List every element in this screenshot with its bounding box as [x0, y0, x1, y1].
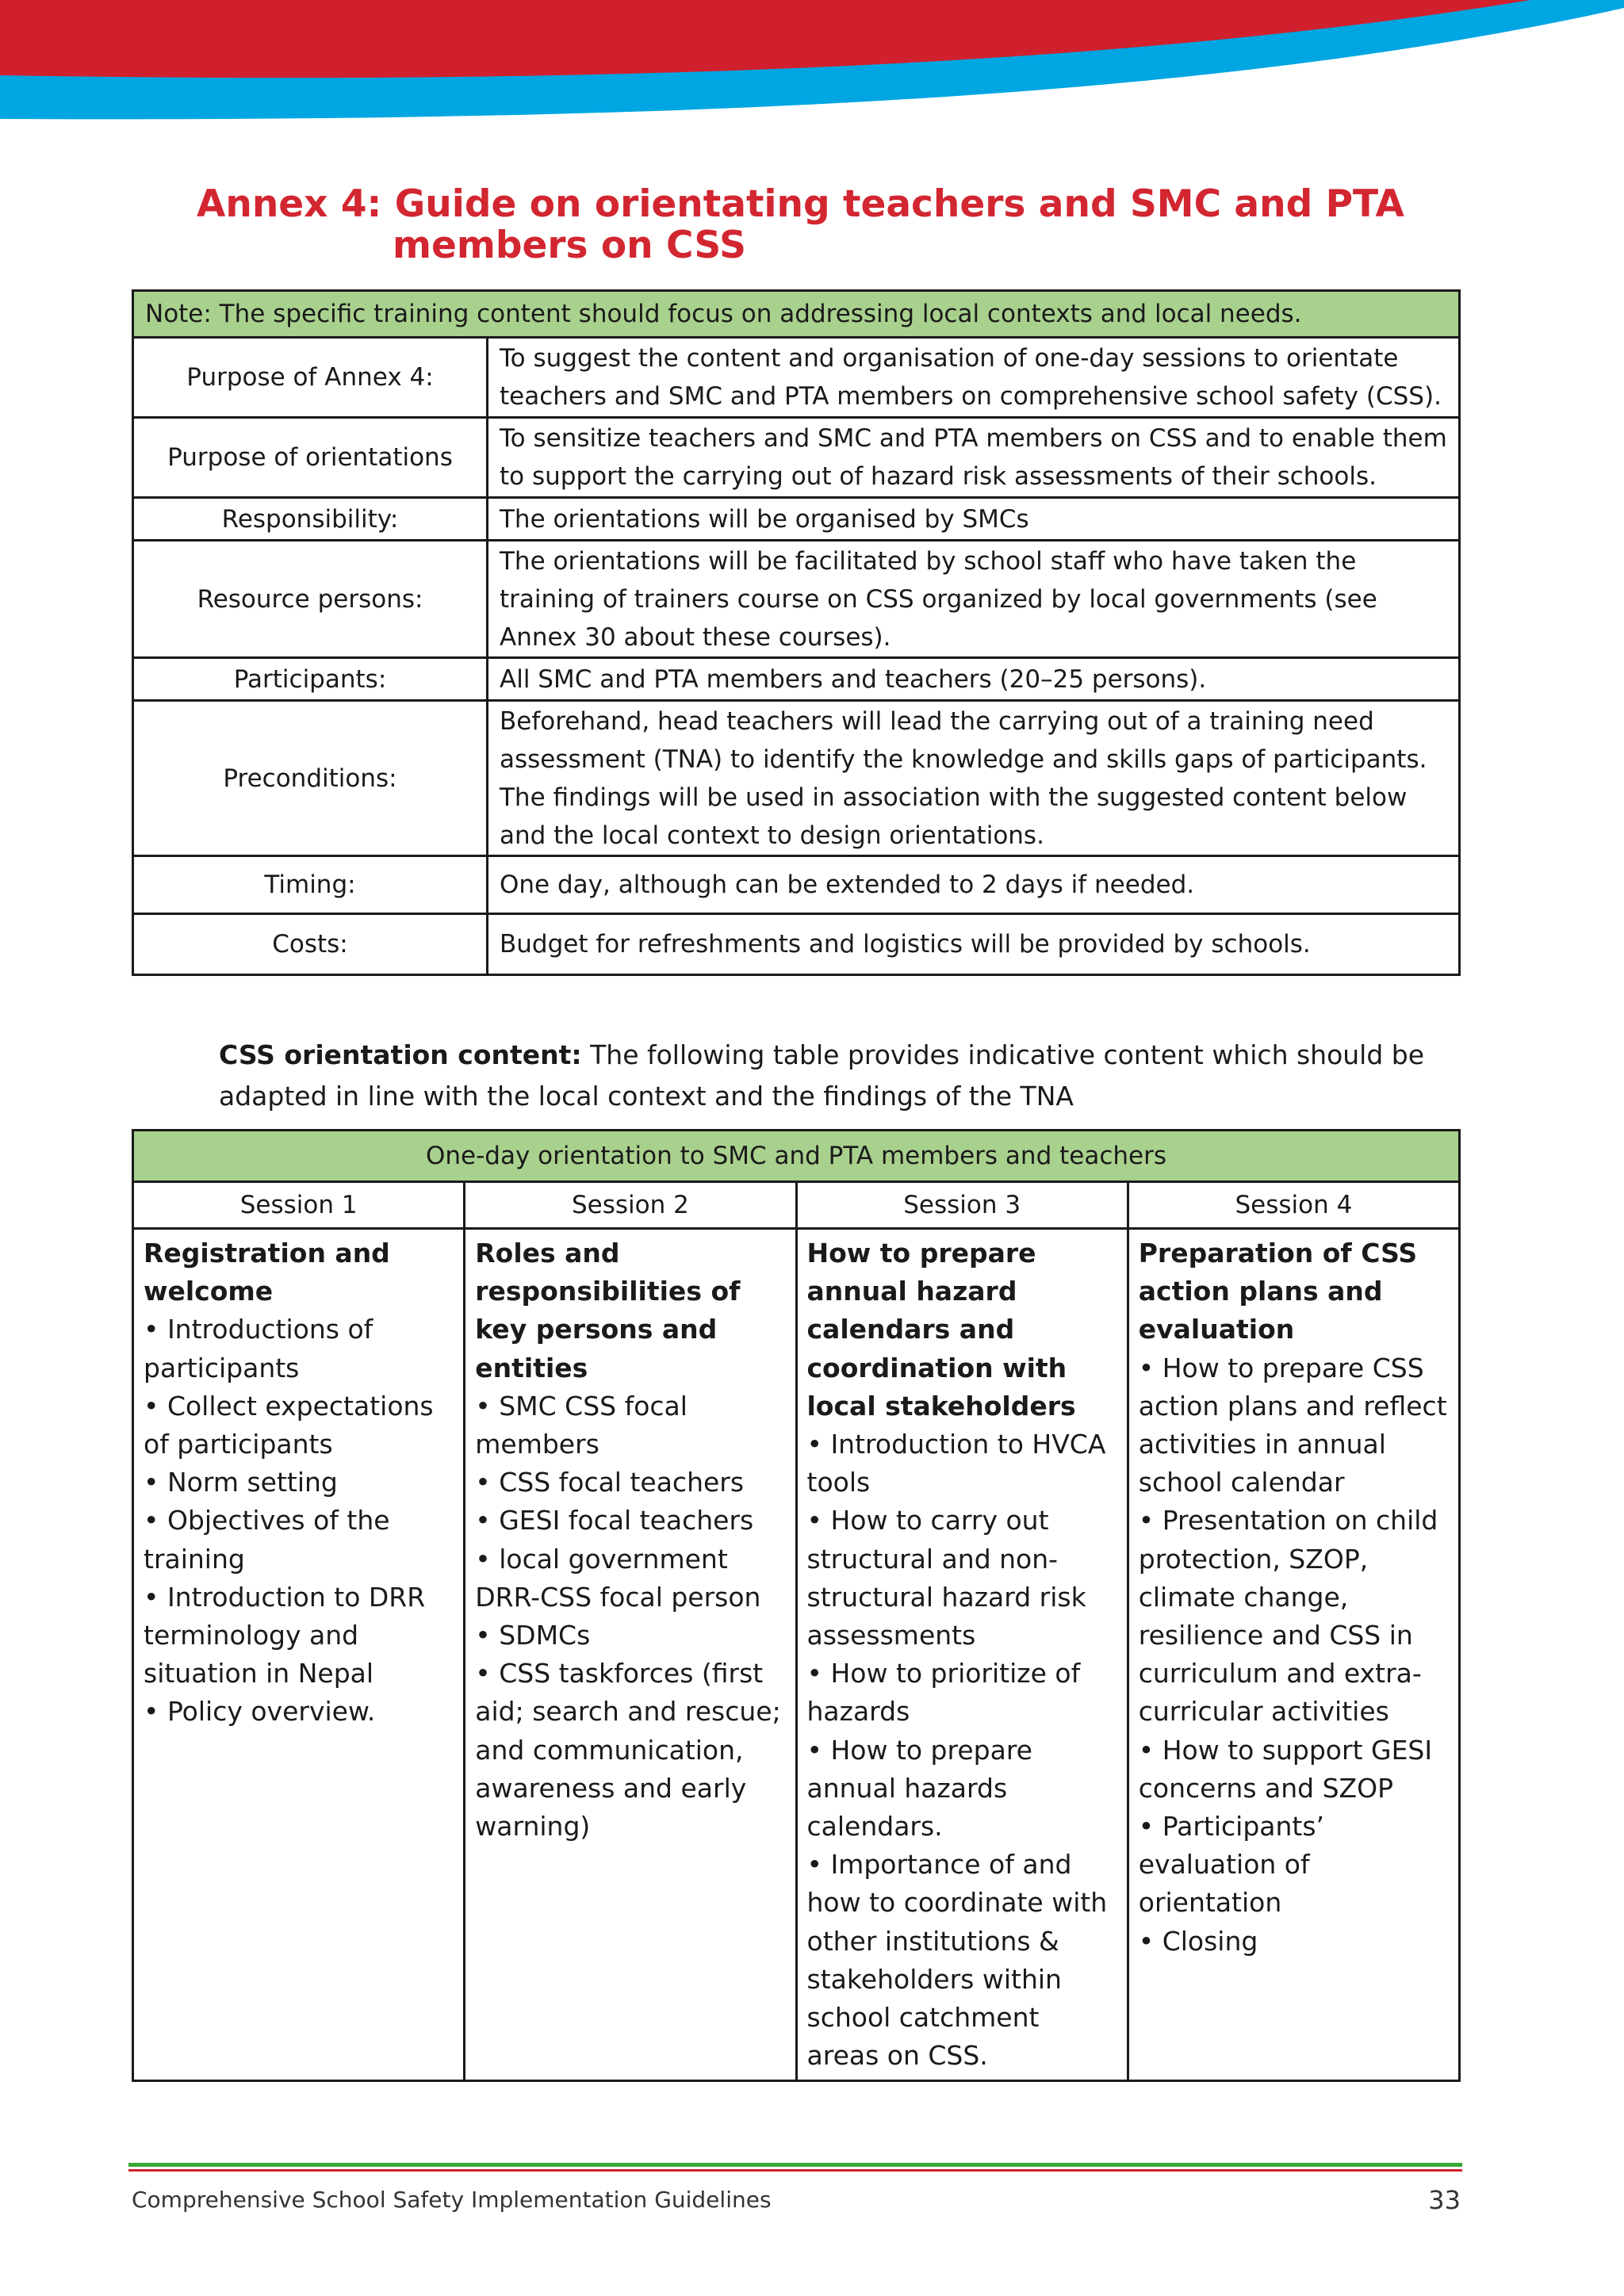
list-item: • Introductions of participants [144, 1314, 373, 1383]
session-label: Session 3 [796, 1182, 1128, 1229]
session-content-row [133, 1229, 1460, 2081]
footer-title: Comprehensive School Safety Implementation Guidelines [132, 2187, 772, 2213]
session-table [132, 1129, 1461, 2082]
session-label-row [133, 1182, 1460, 1229]
intro-bold-lead: CSS orientation content: [219, 1039, 582, 1070]
list-item: • GESI focal teachers [475, 1505, 754, 1536]
table-row [133, 338, 1460, 418]
title-line-2: members on CSS [393, 224, 746, 267]
row-label: Costs: [133, 914, 488, 975]
session-2-content [465, 1229, 796, 2081]
list-item: • Importance of and how to coordinate with other institutions & stakeholders within school catchment areas on CSS. [806, 1849, 1108, 2072]
list-item: • Introduction to DRR terminology and situation in Nepal [144, 1581, 426, 1689]
table-row [133, 856, 1460, 914]
row-value: All SMC and PTA members and teachers (20–25 persons). [488, 658, 1460, 701]
list-item: • SMC CSS focal members [475, 1390, 688, 1460]
intro-text: The following table provides indicative content which should be adapted in line with the local context and the findings of the TNA [219, 1039, 1425, 1112]
table-row [133, 658, 1460, 701]
row-label: Purpose of orientations [133, 418, 488, 498]
session-title: Roles and responsibilities of key persons and entities [475, 1238, 741, 1383]
table-row [133, 701, 1460, 856]
list-item: • Closing [1138, 1925, 1258, 1957]
session-title: Registration and welcome [144, 1238, 390, 1307]
row-label: Preconditions: [133, 701, 488, 856]
row-value: To suggest the content and organisation of one-day sessions to orientate teachers and SMC and PTA members on comprehensive school safety (CSS). [488, 338, 1460, 418]
page-number: 33 [1428, 2185, 1461, 2215]
session-label: Session 4 [1128, 1182, 1459, 1229]
table-row [133, 498, 1460, 541]
header-banner [0, 0, 1624, 135]
session-1-content [133, 1229, 465, 2081]
list-item: • CSS taskforces (first aid; search and rescue; and communication, awareness and early warning) [475, 1658, 781, 1843]
page-title [197, 184, 1450, 266]
row-label: Timing: [133, 856, 488, 914]
session-table-header: One-day orientation to SMC and PTA members and teachers [133, 1131, 1460, 1182]
note-cell: Note: The specific training content should focus on addressing local contexts and local needs. [133, 291, 1460, 338]
list-item: • Policy overview. [144, 1696, 376, 1728]
row-value: To sensitize teachers and SMC and PTA members on CSS and to enable them to support the carrying out of hazard risk assessments of their schools. [488, 418, 1460, 498]
note-row [133, 291, 1460, 338]
list-item: • Collect expectations of participants [144, 1390, 434, 1460]
list-item: • Presentation on child protection, SZOP, climate change, resilience and CSS in curriculum and extra-curricular activities [1138, 1505, 1438, 1728]
session-3-content [796, 1229, 1128, 2081]
table-row [133, 541, 1460, 658]
list-item: • Objectives of the training [144, 1505, 390, 1575]
row-value: Beforehand, head teachers will lead the carrying out of a training need assessment (TNA) to identify the knowledge and skills gaps of participants. The findings will be used in association with the suggested content below and the local context to design orientations. [488, 701, 1460, 856]
footer-rule [128, 2163, 1462, 2174]
row-value: One day, although can be extended to 2 days if needed. [488, 856, 1460, 914]
row-label: Resource persons: [133, 541, 488, 658]
annex-info-table [132, 289, 1461, 976]
row-value: The orientations will be facilitated by school staff who have taken the training of trainers course on CSS organized by local governments (see Annex 30 about these courses). [488, 541, 1460, 658]
list-item: • Norm setting [144, 1467, 338, 1498]
session-title: Preparation of CSS action plans and evaluation [1138, 1238, 1418, 1345]
list-item: • How to prepare CSS action plans and reflect activities in annual school calendar [1138, 1352, 1447, 1498]
list-item: • Introduction to HVCA tools [806, 1429, 1106, 1498]
row-label: Participants: [133, 658, 488, 701]
list-item: • SDMCs [475, 1620, 591, 1651]
row-value: The orientations will be organised by SMCs [488, 498, 1460, 541]
list-item: • How to support GESI concerns and SZOP [1138, 1734, 1433, 1804]
list-item: • How to prepare annual hazards calendars. [806, 1734, 1032, 1843]
session-label: Session 2 [465, 1182, 796, 1229]
row-value: Budget for refreshments and logistics will be provided by schools. [488, 914, 1460, 975]
session-table-header-row [133, 1131, 1460, 1182]
table-row [133, 914, 1460, 975]
row-label: Purpose of Annex 4: [133, 338, 488, 418]
table-row [133, 418, 1460, 498]
session-4-content [1128, 1229, 1459, 2081]
row-label: Responsibility: [133, 498, 488, 541]
list-item: • How to carry out structural and non-structural hazard risk assessments [806, 1505, 1086, 1651]
session-title: How to prepare annual hazard calendars and coordination with local stakeholders [806, 1238, 1076, 1422]
list-item: • local government DRR-CSS focal person [475, 1543, 761, 1613]
title-line-1: Annex 4: Guide on orientating teachers and SMC and PTA [197, 182, 1404, 226]
list-item: • How to prioritize of hazards [806, 1658, 1081, 1728]
session-label: Session 1 [133, 1182, 465, 1229]
list-item: • Participants’ evaluation of orientation [1138, 1811, 1325, 1919]
list-item: • CSS focal teachers [475, 1467, 745, 1498]
orientation-intro [219, 1035, 1464, 1117]
